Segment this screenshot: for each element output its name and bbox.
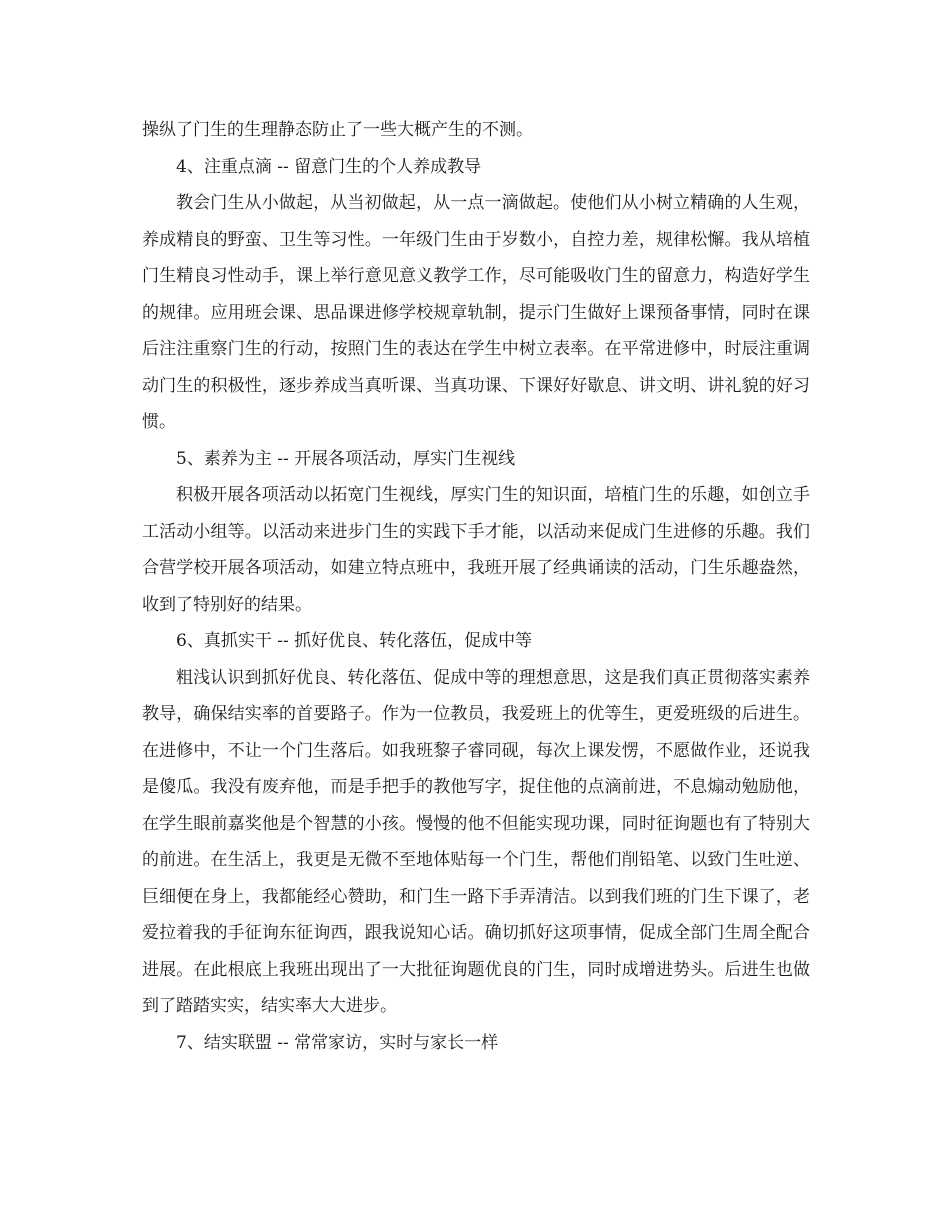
section-heading-4: 4、注重点滴 -- 留意门生的个人养成教导	[176, 156, 482, 177]
paragraph-5: 积极开展各项活动以拓宽门生视线，厚实门生的知识面，培植门生的乐趣，如创立手工活动小组等。以活动来进步门生的实践下手才能，以活动来促成门生进修的乐趣。我们合营学校开展各项活动，如建立特点班中，我班开展了经典诵读的活动，门生乐趣盎然，收到了特别好的结果。	[142, 485, 810, 615]
document-body	[142, 112, 810, 1061]
paragraph-3: 教会门生从小做起，从当初做起，从一点一滴做起。使他们从小树立精确的人生观，养成精良的野蛮、卫生等习性。一年级门生由于岁数小，自控力差，规律松懈。我从培植门生精良习性动手，课上举行意见意义教学工作，尽可能吸收门生的留意力，构造好学生的规律。应用班会课、思品课进修学校规章轨制，提示门生做好上课预备事情，同时在课后注注重察门生的行动，按照门生的表达在学生中树立表率。在平常进修中，时辰注重调动门生的积极性，逐步养成当真听课、当真功课、下课好好歇息、讲文明、讲礼貌的好习惯。	[142, 193, 810, 432]
section-heading-5: 5、素养为主 -- 开展各项活动，厚实门生视线	[176, 448, 516, 469]
section-heading-7: 7、结实联盟 -- 常常家访，实时与家长一样	[176, 1032, 499, 1053]
paragraph-1: 操纵了门生的生理静态防止了一些大概产生的不测。	[142, 120, 533, 140]
paragraph-7: 粗浅认识到抓好优良、转化落伍、促成中等的理想意思，这是我们真正贯彻落实素养教导，确保结实率的首要路子。作为一位教员，我爱班上的优等生，更爱班级的后进生。在进修中，不让一个门生落后。如我班黎子睿同砚，每次上课发愣，不愿做作业，还说我是傻瓜。我没有废弃他，而是手把手的教他写字，捉住他的点滴前进，不息煽动勉励他，在学生眼前嘉奖他是个智慧的小孩。慢慢的他不但能实现功课，同时征询题也有了特别大的前进。在生活上，我更是无微不至地体贴每一个门生，帮他们削铅笔、以致门生吐逆、巨细便在身上，我都能经心赞助，和门生一路下手弄清洁。以到我们班的门生下课了，老爱拉着我的手征询东征询西，跟我说知心话。确切抓好这项事情，促成全部门生周全配合进展。在此根底上我班出现出了一大批征询题优良的门生，同时成增进势头。后进生也做到了踏踏实实，结实率大大进步。	[142, 667, 810, 1016]
section-heading-6: 6、真抓实干 -- 抓好优良、转化落伍，促成中等	[176, 631, 533, 651]
